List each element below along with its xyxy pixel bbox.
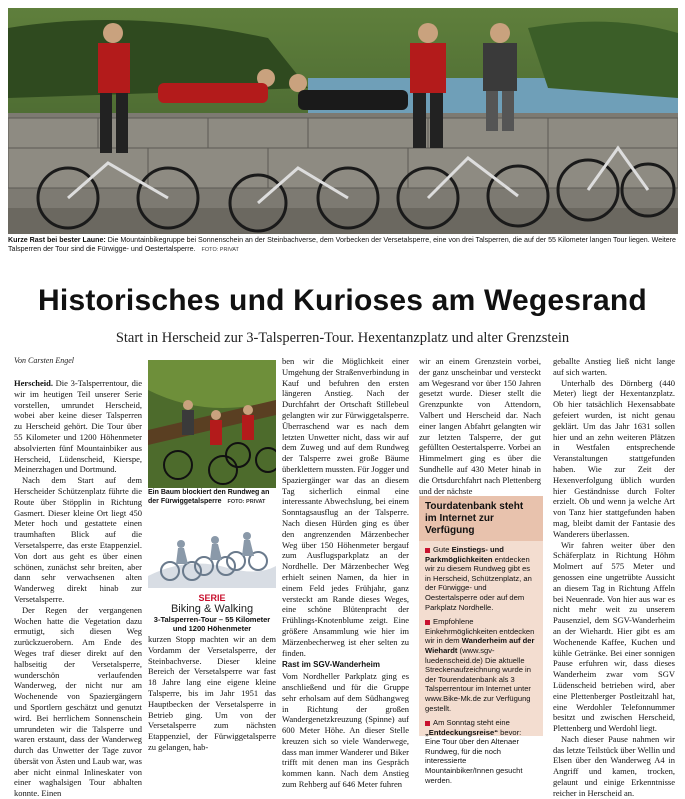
paragraph: Vom Nordheller Parkplatz ging es anschließend und für die Gruppe sehr erholsam auf dem Südhangweg in Richtung der großen Wandergenetzkreuzung (Spinne) auf 600 Meter Höhe. An dieser Stelle kreuzen sich so viele Wanderwege, dass man immer Wanderer und Biker trifft mit denen man ins Gespräch kommen kann. Nach dem Anstieg zum Rehberg auf 646 Meter fuhren: [282, 671, 409, 790]
article-column-2: [148, 634, 276, 753]
author-byline: Von Carsten Engel: [14, 356, 74, 365]
paragraph: ben wir die Möglichkeit einer Umgehung der Straßenverbindung in Kauf und befuhren den ersten längeren Anstieg. Nach der Durchfahrt der Ortschaft Stillebeul gelangten wir zur Fürwiggetalsperre. Überraschend war es nach dem letzten Unwetter nicht, dass wir auf dem Zuweg und auf dem Rundweg der Talsperre zwei große Bäume überklettern mussten. Für Jogger und Spaziergänger war das an diesem Tag sicherlich einmal eine interessante Abwechslung, bei einem Sonntagsausflug an der Talsperre. Nach diesen Hürden ging es über den angrenzenden Märzenbecher Weg über 150 Höhenmeter bergauf zum Ausflugsparkplatz an der Nordhelle. Der Märzenbecher Weg erhielt seinen Namen, da hier in einem Feld jedes Frühjahr, ganz versteckt am Rande dieses Weges, eine schöne Blütenpracht der Frühlings-Knotenblume zeigt. Eine größere Ansammlung wie hier im Märzenbecherweg ist eher selten zu finden.: [282, 356, 409, 658]
caption-text: Die Mountainbikegruppe bei Sonnenschein an der Steinbachverse, dem Vorbecken der Versetalsperre, eine von drei Talsperren, die auf der 55 Kilometer langen Tour liegen. Weitere Talsperren der Tour sind die Fürwigge- und Oestertalsperre.: [8, 236, 676, 253]
info-box-body: [419, 541, 543, 794]
fallen-tree-photo: [148, 360, 276, 488]
article-column-3: [282, 356, 409, 790]
photo-credit: FOTO: PRIVAT: [201, 247, 239, 253]
article-column-5: [553, 356, 675, 799]
headline: Historisches und Kurioses am Wegesrand: [38, 284, 647, 317]
inline-photo-credit: FOTO: PRIVAT: [227, 498, 266, 505]
paragraph: kurzen Stopp machten wir an dem Vordamm der Versetalsperre, der Steinbachverse. Dieser kleine Bereich der Versetalsperre war fast 18 Jahre lang eine eigene kleine Talsperre, bis im Jahr 1951 das Hauptbecken der Versetalsperre in Betrieb ging. Um von der Versetalsperre zum nächsten Etappenziel, der Fürwiggetalsperre zu gelangen, hab-: [148, 634, 276, 752]
info-bold: Einstiegs- und Parkmöglichkeiten: [425, 545, 504, 564]
series-box: [148, 516, 276, 633]
paragraph-text: Die 3-Talsperrentour, die wir im heutigen Teil unserer Serie vorstellen, umrundet Herscheid, wobei aber keine dieser Talsperren zu Herscheid gehört. Die Tour über 55 Kilometer und 1200 Höhenmeter absolvierten fünf Mountainbiker aus Herscheid, Lüdenscheid, Kierspe, Meinerzhagen und Dortmund.: [14, 378, 143, 475]
info-text: Am Sonntag steht eine: [433, 718, 510, 728]
inline-photo: [148, 360, 276, 488]
info-item: [425, 545, 537, 612]
cyclists-icon: [148, 516, 276, 588]
section-subtitle: Rast im SGV-Wanderheim: [282, 660, 380, 670]
info-text: (www.sgv-luedenscheid.de) Die aktuelle Streckenaufzeichnung wurde in der Tourendatenbank als 3 Talsperrentour im Internet unter www.Bike-Mk.de zur Verfügung gestellt.: [425, 645, 531, 713]
bullet-square-icon: [425, 721, 430, 726]
info-text: Empfohlene Einkehrmöglichkeiten entdecken wir in dem: [425, 617, 535, 646]
info-bold: Wanderheim auf der Wiehardt: [425, 636, 535, 655]
caption-lead: Kurze Rast bei bester Laune:: [8, 236, 106, 244]
inline-caption-text: Ein Baum blockiert den Rundweg an der Fürwiggetalsperre: [148, 489, 270, 505]
paragraph: wir an einem Grenzstein vorbei, der ganz unscheinbar und versteckt am Wegesrand vor über 150 Jahren gesetzt wurde. Dieser stellt die Grenzpunkte von Attendorn, Valbert und Herscheid dar. Nach einer langen Abfahrt gelangten wir zur letzten Talsperre, der gut gefüllten Oestertalsperre. Vorbei an Himmelmert ging es über die Sundhelle auf 430 Meter hinab in die Ortsdurchfahrt nach Plettenberg und der nächste: [419, 356, 541, 496]
article-column-4: [419, 356, 541, 496]
info-item: [425, 617, 537, 713]
paragraph: Nach dem Start auf dem Herscheider Schützenplatz führte die Route über Stöpplin in Richtung Gasmert. Dieser kleine Ort liegt 450 Meter hoch und gestattete einen traumhaften Blick auf die Versetalsperre, das erste Etappenziel. Von dort aus geht es über einen schönen, zunächst sehr breiten, aber dann sehr verwachsenen alten Wanderweg direkt hinab zur Versetalsperre.: [14, 475, 142, 604]
mountainbike-group-photo: [8, 8, 678, 234]
info-bold: „Entdeckungsreise“: [425, 727, 499, 737]
photo-caption: [8, 236, 676, 255]
paragraph: [14, 378, 142, 475]
info-box-title: Tourdatenbank steht im Internet zur Verfügung: [419, 496, 543, 541]
info-text: Gute: [433, 545, 450, 554]
subheadline: Start in Herscheid zur 3-Talsperren-Tour. Hexentanzplatz und alter Grenzstein: [115, 330, 570, 346]
info-text: bevor: Eine Tour über den Altenaer Rundweg, für die noch interessierte Mountainbiker/Innen gesucht werden.: [425, 727, 523, 785]
info-text: entdecken wir zu diesem Rundweg gibt es in Herscheid, Schützenplatz, an der Fürwigge- und Oestertalsperre oder auf dem Parkplatz Nordhelle.: [425, 554, 532, 612]
bullet-square-icon: [425, 620, 430, 625]
series-title: Biking & Walking: [170, 603, 254, 615]
paragraph: geballte Anstieg ließ nicht lange auf sich warten.: [553, 356, 675, 377]
main-photo: [8, 8, 678, 234]
article-column-1: [14, 378, 142, 799]
bullet-square-icon: [425, 548, 430, 553]
info-item: [425, 718, 537, 785]
paragraph: Wir fahren weiter über den Schäferplatz in Richtung Höhm Molmert auf 575 Meter und genossen eine ungetrübte Aussicht an diesem Tag in Richtung Affeln bei Neuenrade. Von hier aus war es nicht mehr weit zu unserem Pausenziel, dem SGV-Wanderheim an der Wiehardt. Hier gibt es am Wochenende Kaffee, Kuchen und kühle Getränke. Bei einer sonnigen Pause erfuhren wir, dass dieses Wanderheim zwar vom SGV Lüdenscheid betrieben wird, aber eine Plettenberger Postleitzahl hat, eine Werdohler Telefonnummer besitzt und zwischen Herscheid, Plettenberg und Werdohl liegt.: [553, 539, 675, 734]
info-box: [419, 496, 543, 785]
paragraph: Unterhalb des Dörnberg (440 Meter) liegt der Hexentanzplatz. Ob hier tatsächlich Hexensabbate gefeiert wurden, ist nicht genau geklärt. Um das Jahr 1631 sollen hier und an zehn weiteren Plätzen in Westfalen entsprechende Veranstaltungen stattgefunden haben. Wie zur Zeit der Hexenverfolgung üblich wurden hier Geständnisse durch Folter erzielt. Ob und wenn ja welche Art von Tanz hier stattgefunden haben mag, bleibt damit der Fantasie des Wanderers überlassen.: [553, 377, 675, 539]
paragraph: Nach dieser Pause nahmen wir das letzte Teilstück über Wellin und Elsen über den Wanderweg A4 in Angriff und kamen, trocken, gelaunt und einige Erkenntnisse reicher in Herscheid an.: [553, 733, 675, 798]
inline-photo-caption: [148, 489, 276, 506]
series-tag: SERIE: [198, 593, 226, 603]
dateline: Herscheid.: [14, 378, 53, 388]
series-description: 3-Talsperren-Tour – 55 Kilometer und 1200 Höhenmeter: [153, 615, 271, 633]
paragraph: Der Regen der vergangenen Wochen hatte die Vegetation dazu ermutigt, sich diesen Weg zurückzuerobern. Am Ende des Weges traf dieser direkt auf den halbseitig der Versetalsperre, wunderschön verlaufenden Wanderweg, der nicht nur am Wochenende von Spaziergängern und Sportlern geschätzt und genutzt wird. Bei herrlichem Sonnenschein umrundeten wir die Talsperre und waren erstaunt, dass der Wanderweg durch das Unwetter der Tage zuvor übersät von Ästen und Laub war, was aber nicht einmal Inlineskater von einer waghalsigen Tour abhalten konnte. Einen: [14, 604, 142, 799]
